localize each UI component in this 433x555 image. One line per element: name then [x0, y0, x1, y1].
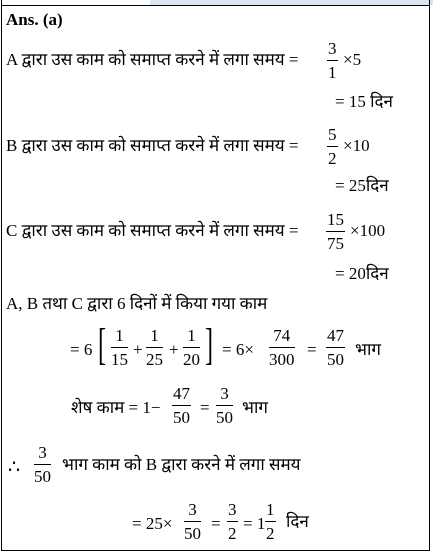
- remaining-47-num: 47: [172, 385, 191, 406]
- line-a-fraction: [327, 40, 338, 81]
- plus-sign-2: +: [169, 340, 179, 359]
- remaining-50-den: 50: [173, 408, 190, 427]
- therefore-3-num: 3: [34, 444, 51, 465]
- fraction-47-50-den: 50: [327, 350, 344, 369]
- fraction-47-50: [326, 327, 345, 368]
- fraction-1-25-num: 1: [146, 327, 163, 348]
- remaining-50b-den: 50: [216, 408, 233, 427]
- fraction-74-300: [269, 327, 295, 368]
- answer-heading: Ans. (a): [6, 10, 63, 29]
- line-c-numerator: 15: [326, 211, 345, 232]
- final-unit: दिन: [286, 512, 309, 531]
- final-3-num: 3: [184, 501, 201, 522]
- remaining-unit: भाग: [242, 398, 268, 417]
- fraction-1-20-num: 1: [183, 327, 200, 348]
- final-fraction-3-50: [184, 501, 201, 542]
- fraction-1-25-den: 25: [146, 350, 163, 369]
- fraction-1-25: [146, 327, 163, 368]
- line-c-result: = 20दिन: [335, 264, 389, 283]
- fraction-1-15: [111, 327, 128, 368]
- line-c-fraction: [326, 211, 345, 252]
- line-b-multiplier: ×10: [343, 136, 370, 155]
- fraction-74-300-num: 74: [269, 327, 295, 348]
- line-a-numerator: 3: [327, 40, 338, 61]
- final-eq-1: =: [211, 514, 221, 533]
- therefore-text: भाग काम को B द्वारा करने में लगा समय: [62, 455, 301, 474]
- remaining-3-num: 3: [216, 385, 233, 406]
- line-c-label: C द्वारा उस काम को समाप्त करने में लगा समय =: [6, 221, 299, 240]
- work-eq-six-times: = 6×: [222, 340, 254, 359]
- line-b-numerator: 5: [327, 126, 338, 147]
- remaining-fraction-47-50: [172, 385, 191, 426]
- final-2b-den: 2: [266, 524, 275, 543]
- remaining-eq: =: [200, 398, 210, 417]
- final-fraction-3-2: [227, 501, 238, 542]
- line-b-result: = 25दिन: [335, 176, 389, 195]
- therefore-symbol: ∴: [8, 457, 21, 478]
- fraction-1-15-den: 15: [111, 350, 128, 369]
- line-a-result: = 15 दिन: [335, 92, 393, 111]
- fraction-1-20-den: 20: [183, 350, 200, 369]
- final-mixed-fraction-1-2: [265, 501, 276, 542]
- final-50-den: 50: [184, 524, 201, 543]
- line-a-denominator: 1: [328, 63, 337, 82]
- work-eq-3: =: [307, 340, 317, 359]
- therefore-50-den: 50: [34, 467, 51, 486]
- line-c-multiplier: ×100: [350, 221, 386, 240]
- remaining-fraction-3-50: [216, 385, 233, 426]
- line-c-denominator: 75: [327, 234, 344, 253]
- final-2-den: 2: [228, 524, 237, 543]
- fraction-1-15-num: 1: [111, 327, 128, 348]
- final-3b-num: 3: [227, 501, 238, 522]
- plus-sign-1: +: [133, 340, 143, 359]
- remaining-label: शेष काम = 1−: [71, 398, 161, 417]
- therefore-fraction-3-50: [34, 444, 51, 485]
- line-b-fraction: [327, 126, 338, 167]
- work-unit: भाग: [355, 340, 381, 359]
- line-a-label: A द्वारा उस काम को समाप्त करने में लगा समय =: [6, 50, 299, 69]
- line-a-multiplier: ×5: [343, 50, 362, 69]
- left-bracket: [: [98, 320, 107, 369]
- fraction-1-20: [183, 327, 200, 368]
- final-eq-2: = 1: [243, 514, 266, 533]
- right-bracket: ]: [205, 320, 214, 369]
- work-six-days-label: A, B तथा C द्वारा 6 दिनों में किया गया काम: [6, 294, 268, 313]
- fraction-47-50-num: 47: [326, 327, 345, 348]
- final-1-num: 1: [265, 501, 276, 522]
- line-b-denominator: 2: [328, 149, 337, 168]
- final-lhs: = 25×: [132, 514, 173, 533]
- line-b-label: B द्वारा उस काम को समाप्त करने में लगा समय =: [6, 136, 299, 155]
- work-eq-six: = 6: [70, 340, 93, 359]
- fraction-74-300-den: 300: [269, 350, 295, 369]
